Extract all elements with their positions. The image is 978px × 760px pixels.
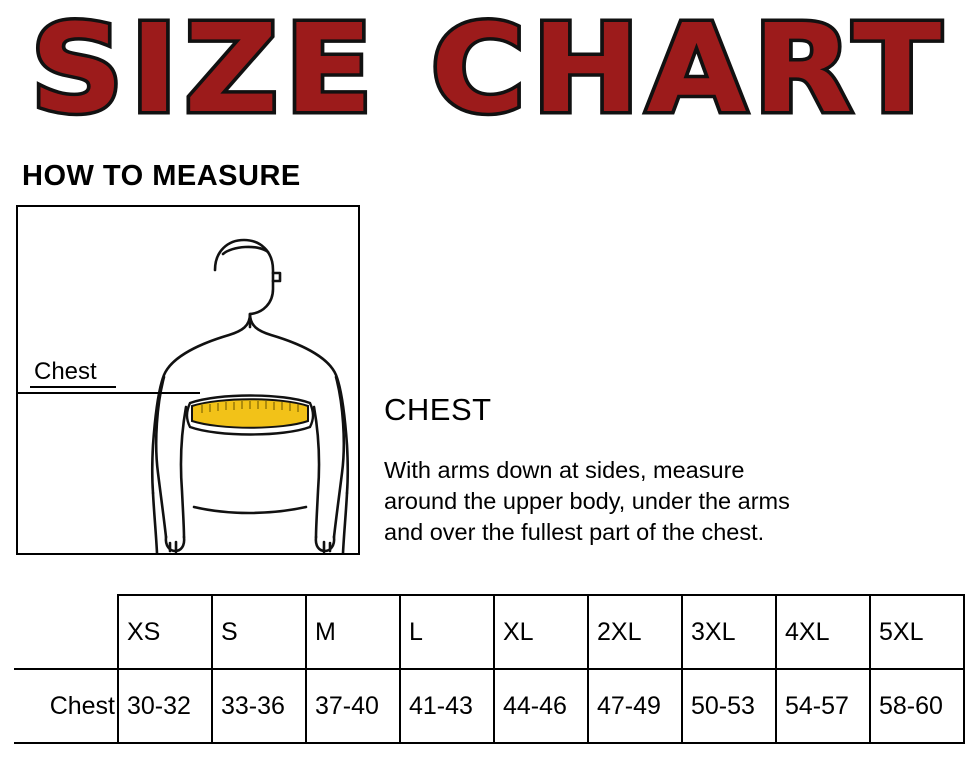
description-line-2: around the upper body, under the arms (384, 488, 790, 514)
table-corner-cell (14, 595, 118, 669)
chest-leader-line (18, 392, 200, 394)
page-title-banner (0, 0, 978, 144)
description-line-3: and over the fullest part of the chest. (384, 519, 765, 545)
table-header-row (14, 595, 964, 669)
column-header-m: M (306, 595, 400, 669)
cell-chest-m: 37-40 (306, 669, 400, 743)
cell-chest-s: 33-36 (212, 669, 306, 743)
column-header-l: L (400, 595, 494, 669)
chest-label-underline (30, 386, 116, 388)
description-text (384, 455, 954, 548)
row-header-chest: Chest (14, 669, 118, 743)
chest-measure-label: Chest (34, 358, 97, 385)
column-header-5xl: 5XL (870, 595, 964, 669)
cell-chest-xs: 30-32 (118, 669, 212, 743)
description-heading: CHEST (384, 392, 492, 427)
page-title: SIZE CHART (30, 0, 948, 140)
cell-chest-3xl: 50-53 (682, 669, 776, 743)
column-header-2xl: 2XL (588, 595, 682, 669)
cell-chest-4xl: 54-57 (776, 669, 870, 743)
description-line-1: With arms down at sides, measure (384, 457, 745, 483)
how-to-measure-heading: HOW TO MEASURE (22, 160, 301, 192)
size-chart-table (14, 594, 965, 744)
tape-measure-icon (187, 396, 313, 435)
table-row (14, 669, 964, 743)
cell-chest-xl: 44-46 (494, 669, 588, 743)
cell-chest-2xl: 47-49 (588, 669, 682, 743)
column-header-4xl: 4XL (776, 595, 870, 669)
column-header-xl: XL (494, 595, 588, 669)
column-header-xs: XS (118, 595, 212, 669)
cell-chest-5xl: 58-60 (870, 669, 964, 743)
cell-chest-l: 41-43 (400, 669, 494, 743)
column-header-3xl: 3XL (682, 595, 776, 669)
column-header-s: S (212, 595, 306, 669)
